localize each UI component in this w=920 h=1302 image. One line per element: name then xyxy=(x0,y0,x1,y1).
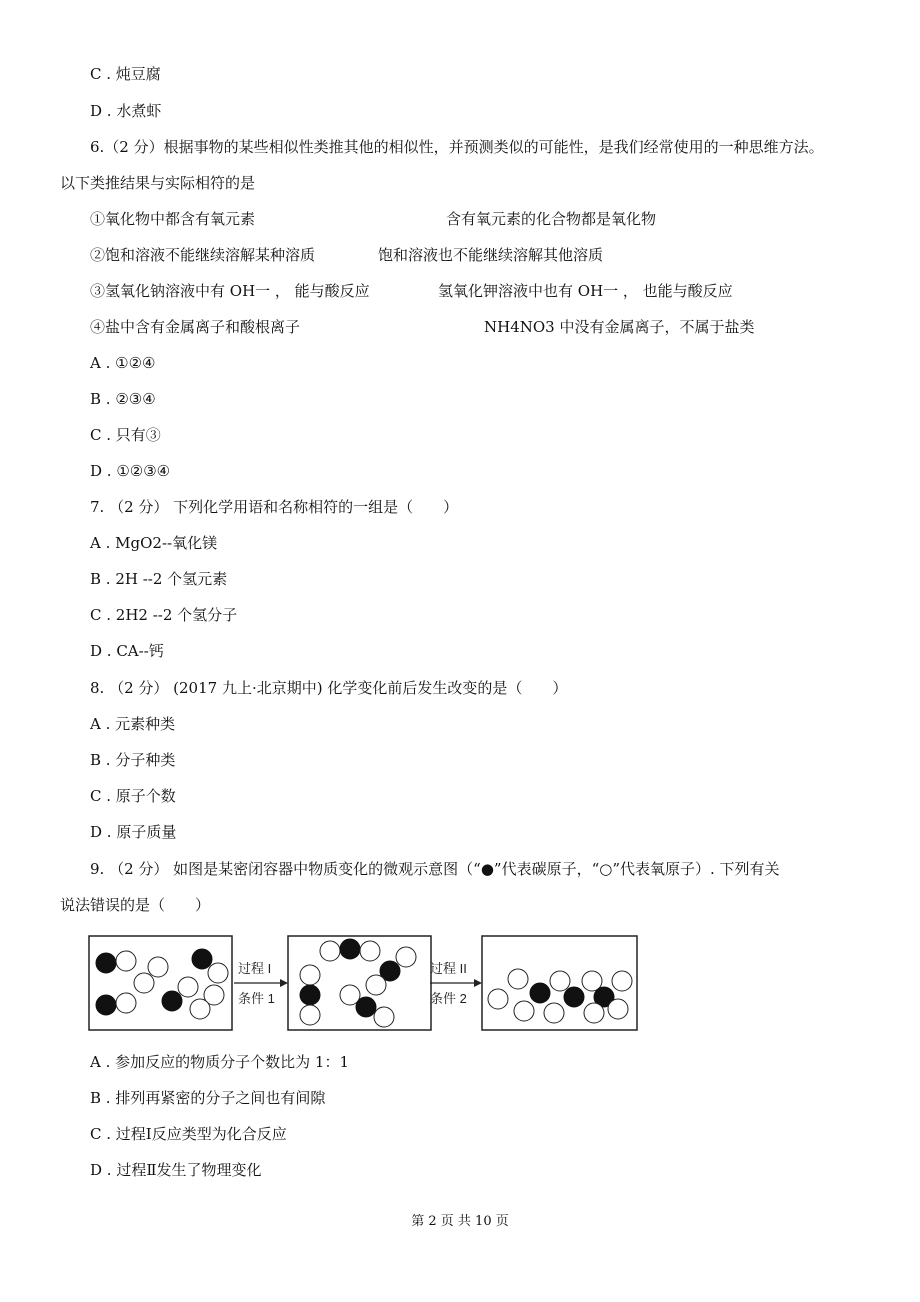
q9-option-c: C . 过程Ⅰ反应类型为化合反应 xyxy=(90,1125,287,1143)
oxygen-atom xyxy=(544,1003,564,1023)
oxygen-atom xyxy=(300,1005,320,1025)
carbon-atom xyxy=(564,987,584,1007)
q9-stem-cont: 说法错误的是（ ） xyxy=(60,896,211,914)
carbon-atom xyxy=(96,995,116,1015)
q8-option-b: B . 分子种类 xyxy=(90,751,176,769)
page-footer: 第 2 页 共 10 页 xyxy=(411,1214,509,1229)
condition-2-label: 条件 2 xyxy=(430,991,467,1006)
carbon-atom xyxy=(162,991,182,1011)
oxygen-atom xyxy=(550,971,570,991)
oxygen-atom xyxy=(190,999,210,1019)
oxygen-atom xyxy=(360,941,380,961)
box-1 xyxy=(89,936,232,1030)
q6-item-3-right: 氢氧化钾溶液中也有 OH一 ， 也能与酸反应 xyxy=(438,282,733,300)
q6-item-1-right: 含有氧元素的化合物都是氧化物 xyxy=(446,210,657,228)
oxygen-atom xyxy=(208,963,228,983)
process-1-label: 过程 I xyxy=(238,961,272,976)
oxygen-atom xyxy=(300,965,320,985)
carbon-atom xyxy=(300,985,320,1005)
q7-option-a: A . MgO2--氧化镁 xyxy=(90,534,218,552)
oxygen-atom xyxy=(148,957,168,977)
q6-option-b: B . ②③④ xyxy=(90,390,156,408)
q7-stem: 7. （2 分） 下列化学用语和名称相符的一组是（ ） xyxy=(90,498,459,516)
q6-item-1-left: ①氧化物中都含有氧元素 xyxy=(90,210,256,228)
q8-option-d: D . 原子质量 xyxy=(90,823,177,841)
q7-option-c: C . 2H2 --2 个氢分子 xyxy=(90,606,238,624)
q6-option-a: A . ①②④ xyxy=(90,354,156,372)
oxygen-atom xyxy=(178,977,198,997)
oxygen-atom xyxy=(612,971,632,991)
carbon-atom xyxy=(192,949,212,969)
arrow-2 xyxy=(430,961,482,1006)
q6-item-2-right: 饱和溶液也不能继续溶解其他溶质 xyxy=(378,246,604,264)
carbon-atom xyxy=(96,953,116,973)
box-2 xyxy=(288,936,431,1030)
q7-option-b: B . 2H --2 个氢元素 xyxy=(90,570,228,588)
oxygen-atom xyxy=(608,999,628,1019)
q5-option-c: C . 炖豆腐 xyxy=(90,65,161,83)
q8-stem: 8. （2 分） (2017 九上·北京期中) 化学变化前后发生改变的是（ ） xyxy=(90,679,568,697)
oxygen-atom xyxy=(514,1001,534,1021)
q5-option-d: D . 水煮虾 xyxy=(90,102,162,120)
process-2-label: 过程 II xyxy=(430,961,467,976)
carbon-atom xyxy=(340,939,360,959)
q6-option-d: D . ①②③④ xyxy=(90,462,171,480)
q6-item-4-right: NH4NO3 中没有金属离子，不属于盐类 xyxy=(484,318,755,336)
oxygen-atom xyxy=(488,989,508,1009)
oxygen-atom xyxy=(134,973,154,993)
q6-stem: 6.（2 分）根据事物的某些相似性类推其他的相似性，并预测类似的可能性，是我们经常使用的一种思维方法。 xyxy=(90,138,824,156)
q9-stem: 9. （2 分） 如图是某密闭容器中物质变化的微观示意图（“●”代表碳原子，“○”代表氧原子）. 下列有关 xyxy=(90,860,780,878)
q6-item-4-left: ④盐中含有金属离子和酸根离子 xyxy=(90,318,301,336)
carbon-atom xyxy=(356,997,376,1017)
oxygen-atom xyxy=(320,941,340,961)
oxygen-atom xyxy=(584,1003,604,1023)
oxygen-atom xyxy=(508,969,528,989)
oxygen-atom xyxy=(116,951,136,971)
reaction-diagram xyxy=(88,935,640,1035)
q9-option-d: D . 过程Ⅱ发生了物理变化 xyxy=(90,1161,262,1179)
q9-option-a: A . 参加反应的物质分子个数比为 1：1 xyxy=(90,1053,349,1071)
box-3 xyxy=(482,936,637,1030)
q6-stem-cont: 以下类推结果与实际相符的是 xyxy=(60,174,256,192)
carbon-atom xyxy=(530,983,550,1003)
q6-item-2-left: ②饱和溶液不能继续溶解某种溶质 xyxy=(90,246,316,264)
q9-option-b: B . 排列再紧密的分子之间也有间隙 xyxy=(90,1089,326,1107)
oxygen-atom xyxy=(396,947,416,967)
q8-option-c: C . 原子个数 xyxy=(90,787,176,805)
q6-item-3-left: ③氢氧化钠溶液中有 OH一 ， 能与酸反应 xyxy=(90,282,370,300)
arrow-1 xyxy=(234,961,288,1006)
q8-option-a: A . 元素种类 xyxy=(90,715,176,733)
condition-1-label: 条件 1 xyxy=(238,991,275,1006)
q7-option-d: D . CA--钙 xyxy=(90,642,164,660)
oxygen-atom xyxy=(374,1007,394,1027)
oxygen-atom xyxy=(366,975,386,995)
oxygen-atom xyxy=(116,993,136,1013)
q6-option-c: C . 只有③ xyxy=(90,426,161,444)
